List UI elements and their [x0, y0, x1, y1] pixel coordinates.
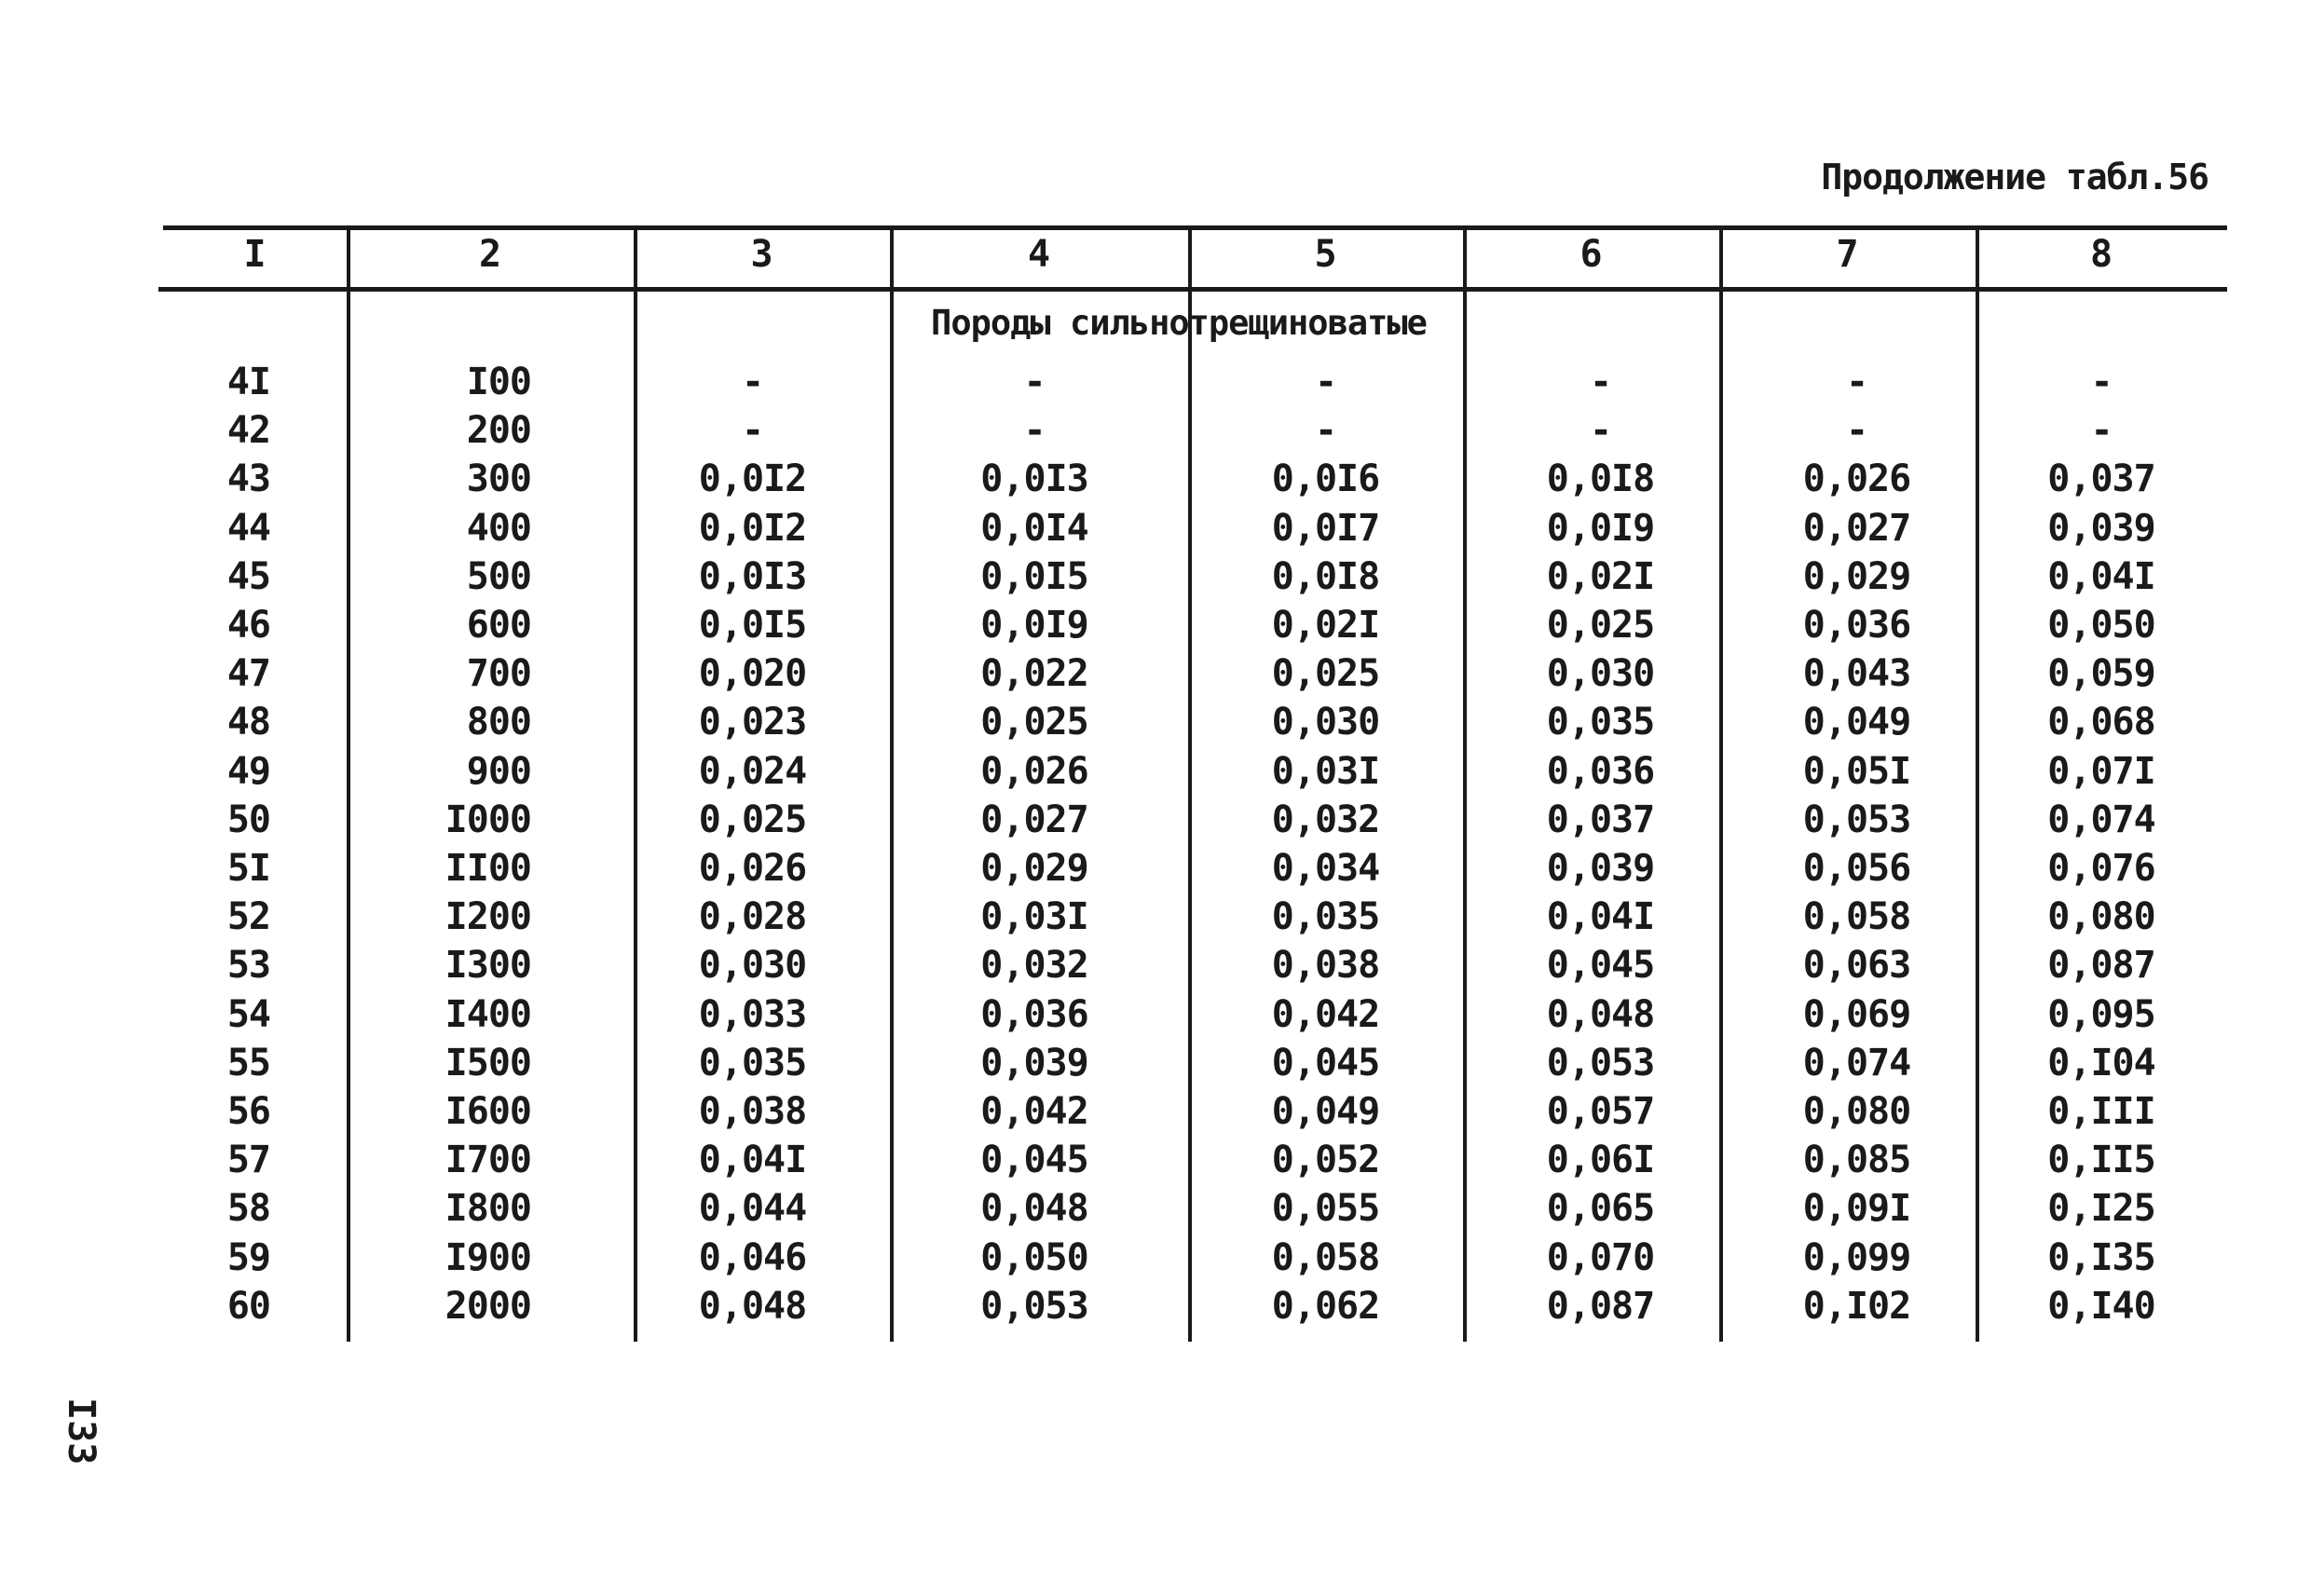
column-header: 6: [1579, 233, 1603, 276]
table-cell: 0,022: [980, 652, 1088, 696]
table-cell: -: [1314, 361, 1337, 403]
table-cell: -: [1023, 361, 1046, 403]
table-cell: 0,045: [980, 1139, 1088, 1182]
table-cell: 0,0I7: [1271, 506, 1380, 550]
table-cell: 0,III: [2047, 1090, 2155, 1133]
table-cell: 0,053: [1802, 798, 1911, 841]
column-header: 3: [750, 233, 773, 276]
table-cell: 0,030: [1546, 652, 1655, 696]
table-cell: 44: [226, 506, 270, 550]
table-cell: 900: [466, 749, 531, 793]
table-cell: 57: [226, 1139, 270, 1182]
table-cell: 0,0I8: [1271, 554, 1380, 598]
table-cell: -: [1845, 361, 1868, 403]
table-cell: 0,074: [1802, 1041, 1911, 1084]
table-cell: 0,038: [1271, 944, 1380, 988]
table-cell: -: [1589, 361, 1612, 403]
table-cell: 0,0I9: [1546, 506, 1655, 550]
table-cell: 54: [226, 992, 270, 1036]
table-cell: 800: [466, 701, 531, 744]
table-cell: 0,025: [1271, 652, 1380, 696]
table-cell: 4I: [226, 361, 270, 403]
table-cell: 0,038: [698, 1090, 807, 1133]
column-divider: [347, 225, 350, 1342]
table-cell: 0,063: [1802, 944, 1911, 988]
table-cell: 0,099: [1802, 1235, 1911, 1279]
table-cell: 0,052: [1271, 1139, 1380, 1182]
table-cell: 0,04I: [698, 1139, 807, 1182]
table-cell: 0,023: [698, 701, 807, 744]
table-cell: 48: [226, 701, 270, 744]
table-cell: 0,027: [980, 798, 1088, 841]
table-cell: 47: [226, 652, 270, 696]
table-cell: 0,068: [2047, 701, 2155, 744]
table-cell: 46: [226, 604, 270, 647]
table-cell: 0,I40: [2047, 1284, 2155, 1328]
table-cell: 0,026: [980, 749, 1088, 793]
table-cell: 0,0I8: [1546, 457, 1655, 501]
table-cell: 0,024: [698, 749, 807, 793]
table-cell: 0,02I: [1546, 554, 1655, 598]
table-cell: 0,027: [1802, 506, 1911, 550]
table-cell: 50: [226, 798, 270, 841]
column-header: 2: [478, 233, 502, 276]
table-cell: 0,058: [1802, 895, 1911, 939]
table-cell: -: [2090, 409, 2113, 453]
table-cell: I000: [444, 798, 531, 841]
table-cell: 0,048: [980, 1187, 1088, 1231]
table-cell: 0,025: [698, 798, 807, 841]
table-cell: 0,028: [698, 895, 807, 939]
table-cell: 0,0I4: [980, 506, 1088, 550]
table-cell: 0,033: [698, 992, 807, 1036]
table-cell: 0,045: [1271, 1041, 1380, 1084]
table-cell: 0,056: [1802, 847, 1911, 890]
table-cell: 0,055: [1271, 1187, 1380, 1231]
table-cell: 0,I04: [2047, 1041, 2155, 1084]
table-cell: 0,030: [1271, 701, 1380, 744]
table-cell: -: [1845, 409, 1868, 453]
table-cell: 0,03I: [980, 895, 1088, 939]
table-cell: 0,025: [980, 701, 1088, 744]
table-cell: 0,050: [980, 1235, 1088, 1279]
table-cell: 0,087: [1546, 1284, 1655, 1328]
table-cell: 0,080: [2047, 895, 2155, 939]
table-cell: 55: [226, 1041, 270, 1084]
table-cell: 59: [226, 1235, 270, 1279]
table-cell: 0,029: [1802, 554, 1911, 598]
table-cell: 58: [226, 1187, 270, 1231]
table-cell: 0,03I: [1271, 749, 1380, 793]
table-cell: 0,074: [2047, 798, 2155, 841]
table-cell: -: [1589, 409, 1612, 453]
table-cell: 0,087: [2047, 944, 2155, 988]
table-cell: I600: [444, 1090, 531, 1133]
table-cell: -: [1023, 409, 1046, 453]
table-cell: 0,II5: [2047, 1139, 2155, 1182]
column-header: I: [243, 233, 267, 276]
table-cell: 0,039: [2047, 506, 2155, 550]
table-cell: 0,039: [980, 1041, 1088, 1084]
section-title: Породы сильнотрещиноватые: [931, 303, 1427, 343]
table-cell: 0,048: [698, 1284, 807, 1328]
table-cell: 0,030: [698, 944, 807, 988]
column-header: 8: [2089, 233, 2113, 276]
table-cell: I200: [444, 895, 531, 939]
table-cell: 2000: [444, 1284, 531, 1328]
table-cell: 0,085: [1802, 1139, 1911, 1182]
table-cell: I800: [444, 1187, 531, 1231]
table-cell: 0,I02: [1802, 1284, 1911, 1328]
table-cell: 0,044: [698, 1187, 807, 1231]
table-cell: -: [741, 409, 764, 453]
table-cell: 0,070: [1546, 1235, 1655, 1279]
table-cell: 0,036: [1802, 604, 1911, 647]
table-cell: 0,053: [980, 1284, 1088, 1328]
table-cell: 0,05I: [1802, 749, 1911, 793]
table-cell: 200: [466, 409, 531, 453]
table-cell: 0,059: [2047, 652, 2155, 696]
table-cell: 56: [226, 1090, 270, 1133]
table-caption: Продолжение табл.56: [1821, 157, 2208, 198]
table-cell: -: [741, 361, 764, 403]
table-cell: 42: [226, 409, 270, 453]
page-number: I33: [60, 1398, 103, 1466]
table-cell: 0,050: [2047, 604, 2155, 647]
table-cell: 0,048: [1546, 992, 1655, 1036]
table-cell: -: [1314, 409, 1337, 453]
table-cell: 0,0I6: [1271, 457, 1380, 501]
table-cell: 0,04I: [2047, 554, 2155, 598]
table-cell: 0,034: [1271, 847, 1380, 890]
table-cell: 0,037: [1546, 798, 1655, 841]
table-cell: I900: [444, 1235, 531, 1279]
table-cell: 0,0I2: [698, 457, 807, 501]
table-cell: 0,042: [1271, 992, 1380, 1036]
table-cell: 0,049: [1802, 701, 1911, 744]
table-cell: 0,06I: [1546, 1139, 1655, 1182]
table-cell: I700: [444, 1139, 531, 1182]
table-cell: 0,032: [1271, 798, 1380, 841]
table-cell: 0,045: [1546, 944, 1655, 988]
table-cell: 0,I25: [2047, 1187, 2155, 1231]
table-cell: 0,049: [1271, 1090, 1380, 1133]
table-cell: 0,076: [2047, 847, 2155, 890]
column-header: 4: [1027, 233, 1051, 276]
table-cell: 49: [226, 749, 270, 793]
table-cell: 0,036: [980, 992, 1088, 1036]
table-cell: 0,025: [1546, 604, 1655, 647]
table-cell: 0,02I: [1271, 604, 1380, 647]
table-cell: 700: [466, 652, 531, 696]
table-cell: 500: [466, 554, 531, 598]
table-cell: 0,0I3: [980, 457, 1088, 501]
table-cell: 0,095: [2047, 992, 2155, 1036]
table-cell: 0,09I: [1802, 1187, 1911, 1231]
table-cell: 0,043: [1802, 652, 1911, 696]
table-cell: 0,062: [1271, 1284, 1380, 1328]
table-cell: 0,046: [698, 1235, 807, 1279]
table-cell: 0,026: [698, 847, 807, 890]
table-cell: 0,042: [980, 1090, 1088, 1133]
table-cell: 600: [466, 604, 531, 647]
table-cell: 0,035: [1546, 701, 1655, 744]
table-cell: 0,0I2: [698, 506, 807, 550]
table-cell: 300: [466, 457, 531, 501]
table-cell: 0,080: [1802, 1090, 1911, 1133]
table-cell: 0,058: [1271, 1235, 1380, 1279]
table-cell: 0,032: [980, 944, 1088, 988]
column-divider: [1463, 225, 1467, 1342]
table-cell: 0,0I9: [980, 604, 1088, 647]
table-cell: 0,036: [1546, 749, 1655, 793]
column-header: 5: [1314, 233, 1337, 276]
table-cell: 52: [226, 895, 270, 939]
table-cell: 400: [466, 506, 531, 550]
table-cell: 43: [226, 457, 270, 501]
table-cell: 0,0I5: [698, 604, 807, 647]
table-cell: 0,053: [1546, 1041, 1655, 1084]
table-cell: I400: [444, 992, 531, 1036]
table-cell: 45: [226, 554, 270, 598]
table-cell: II00: [444, 847, 531, 890]
table-cell: 5I: [226, 847, 270, 890]
table-cell: 0,065: [1546, 1187, 1655, 1231]
table-cell: 0,029: [980, 847, 1088, 890]
table-cell: I00: [466, 361, 531, 403]
table-cell: 0,035: [698, 1041, 807, 1084]
table-cell: 0,0I5: [980, 554, 1088, 598]
table-cell: 0,04I: [1546, 895, 1655, 939]
table-cell: I300: [444, 944, 531, 988]
table-top-rule: [163, 225, 2227, 230]
table-cell: 0,020: [698, 652, 807, 696]
table-cell: 0,039: [1546, 847, 1655, 890]
table-cell: 53: [226, 944, 270, 988]
table-cell: 0,069: [1802, 992, 1911, 1036]
table-cell: 0,026: [1802, 457, 1911, 501]
table-cell: 0,035: [1271, 895, 1380, 939]
table-cell: 0,037: [2047, 457, 2155, 501]
table-cell: 60: [226, 1284, 270, 1328]
table-cell: I500: [444, 1041, 531, 1084]
table-cell: 0,057: [1546, 1090, 1655, 1133]
table-cell: 0,0I3: [698, 554, 807, 598]
table-cell: 0,I35: [2047, 1235, 2155, 1279]
column-header: 7: [1836, 233, 1859, 276]
header-bottom-rule: [158, 287, 2227, 292]
table-cell: 0,07I: [2047, 749, 2155, 793]
table-cell: -: [2090, 361, 2113, 403]
